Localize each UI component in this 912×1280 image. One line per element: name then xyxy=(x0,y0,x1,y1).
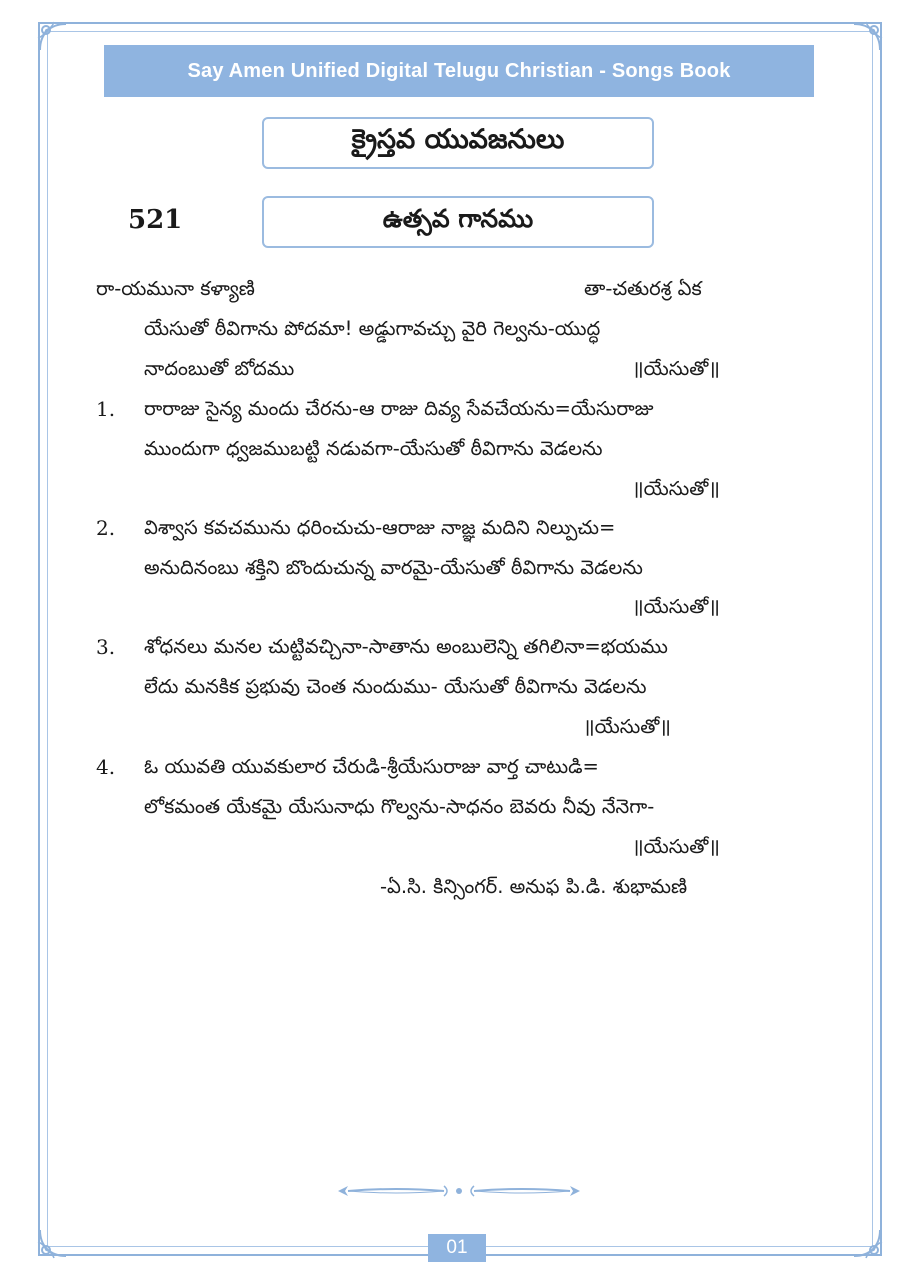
divider-ornament-icon xyxy=(336,1183,582,1199)
corner-flourish-icon xyxy=(36,20,70,54)
stanza-line: లేదు మనకిక ప్రభువు చెంత నుందుము- యేసుతో ఠీవిగాను వెడలను xyxy=(144,675,647,698)
raga-label: రా-యమునా కళ్యాణి xyxy=(96,277,255,300)
page-number: 01 xyxy=(428,1234,486,1262)
pallavi-line: యేసుతో ఠీవిగాను పోదమా! అడ్డుగావచ్చు వైరి గెల్వను-యుద్ధ xyxy=(144,317,601,340)
stanza-line: ముందుగా ధ్వజముబట్టి నడువగా-యేసుతో ఠీవిగాను వెడలను xyxy=(144,437,603,460)
song-title: ఉత్సవ గానము xyxy=(262,196,654,248)
stanza-line: ఓ యువతి యువకులార చేరుడి-శ్రీయేసురాజు వార్త చాటుడి= xyxy=(144,755,599,778)
stanza-number: 2. xyxy=(96,516,116,540)
stanza-line: రారాజు సైన్య మందు చేరను-ఆ రాజు దివ్య సేవచేయను=యేసురాజు xyxy=(144,397,654,420)
tala-label: తా-చతురశ్ర ఏక xyxy=(584,277,702,300)
stanza-number: 1. xyxy=(96,397,116,421)
stanza-number: 3. xyxy=(96,635,116,659)
refrain-marker: ॥యేసుతో॥ xyxy=(632,595,720,618)
corner-flourish-icon xyxy=(850,20,884,54)
stanza-line: లోకమంత యేకమై యేసునాధు గొల్వను-సాధనం బెవరు నీవు నేనెగా- xyxy=(144,795,655,818)
author-credit: -ఏ.సి. కిన్సింగర్. అనుఫ పి.డి. శుభామణి xyxy=(380,875,688,898)
refrain-marker: ॥యేసుతో॥ xyxy=(632,835,720,858)
refrain-marker: ॥యేసుతో॥ xyxy=(632,477,720,500)
refrain-marker: ॥యేసుతో॥ xyxy=(583,715,671,738)
stanza-line: శోధనలు మనల చుట్టివచ్చినా-సాతాను అంబులెన్ని తగిలినా=భయము xyxy=(144,635,668,658)
stanza-line: విశ్వాస కవచమును ధరించుచు-ఆరాజు నాజ్ఞ మదిని నిల్పుచు= xyxy=(144,516,616,539)
refrain-marker: ॥యేసుతో॥ xyxy=(632,357,720,380)
section-title: క్రైస్తవ యువజనులు xyxy=(262,117,654,169)
header-banner: Say Amen Unified Digital Telugu Christian - Songs Book xyxy=(104,45,814,97)
corner-flourish-icon xyxy=(36,1226,70,1260)
song-number: 521 xyxy=(128,205,183,235)
corner-flourish-icon xyxy=(850,1226,884,1260)
pallavi-line: నాదంబుతో బోదము xyxy=(144,357,295,380)
stanza-line: అనుదినంబు శక్తిని బొందుచున్న వారమై-యేసుతో ఠీవిగాను వెడలను xyxy=(144,556,643,579)
stanza-number: 4. xyxy=(96,755,116,779)
